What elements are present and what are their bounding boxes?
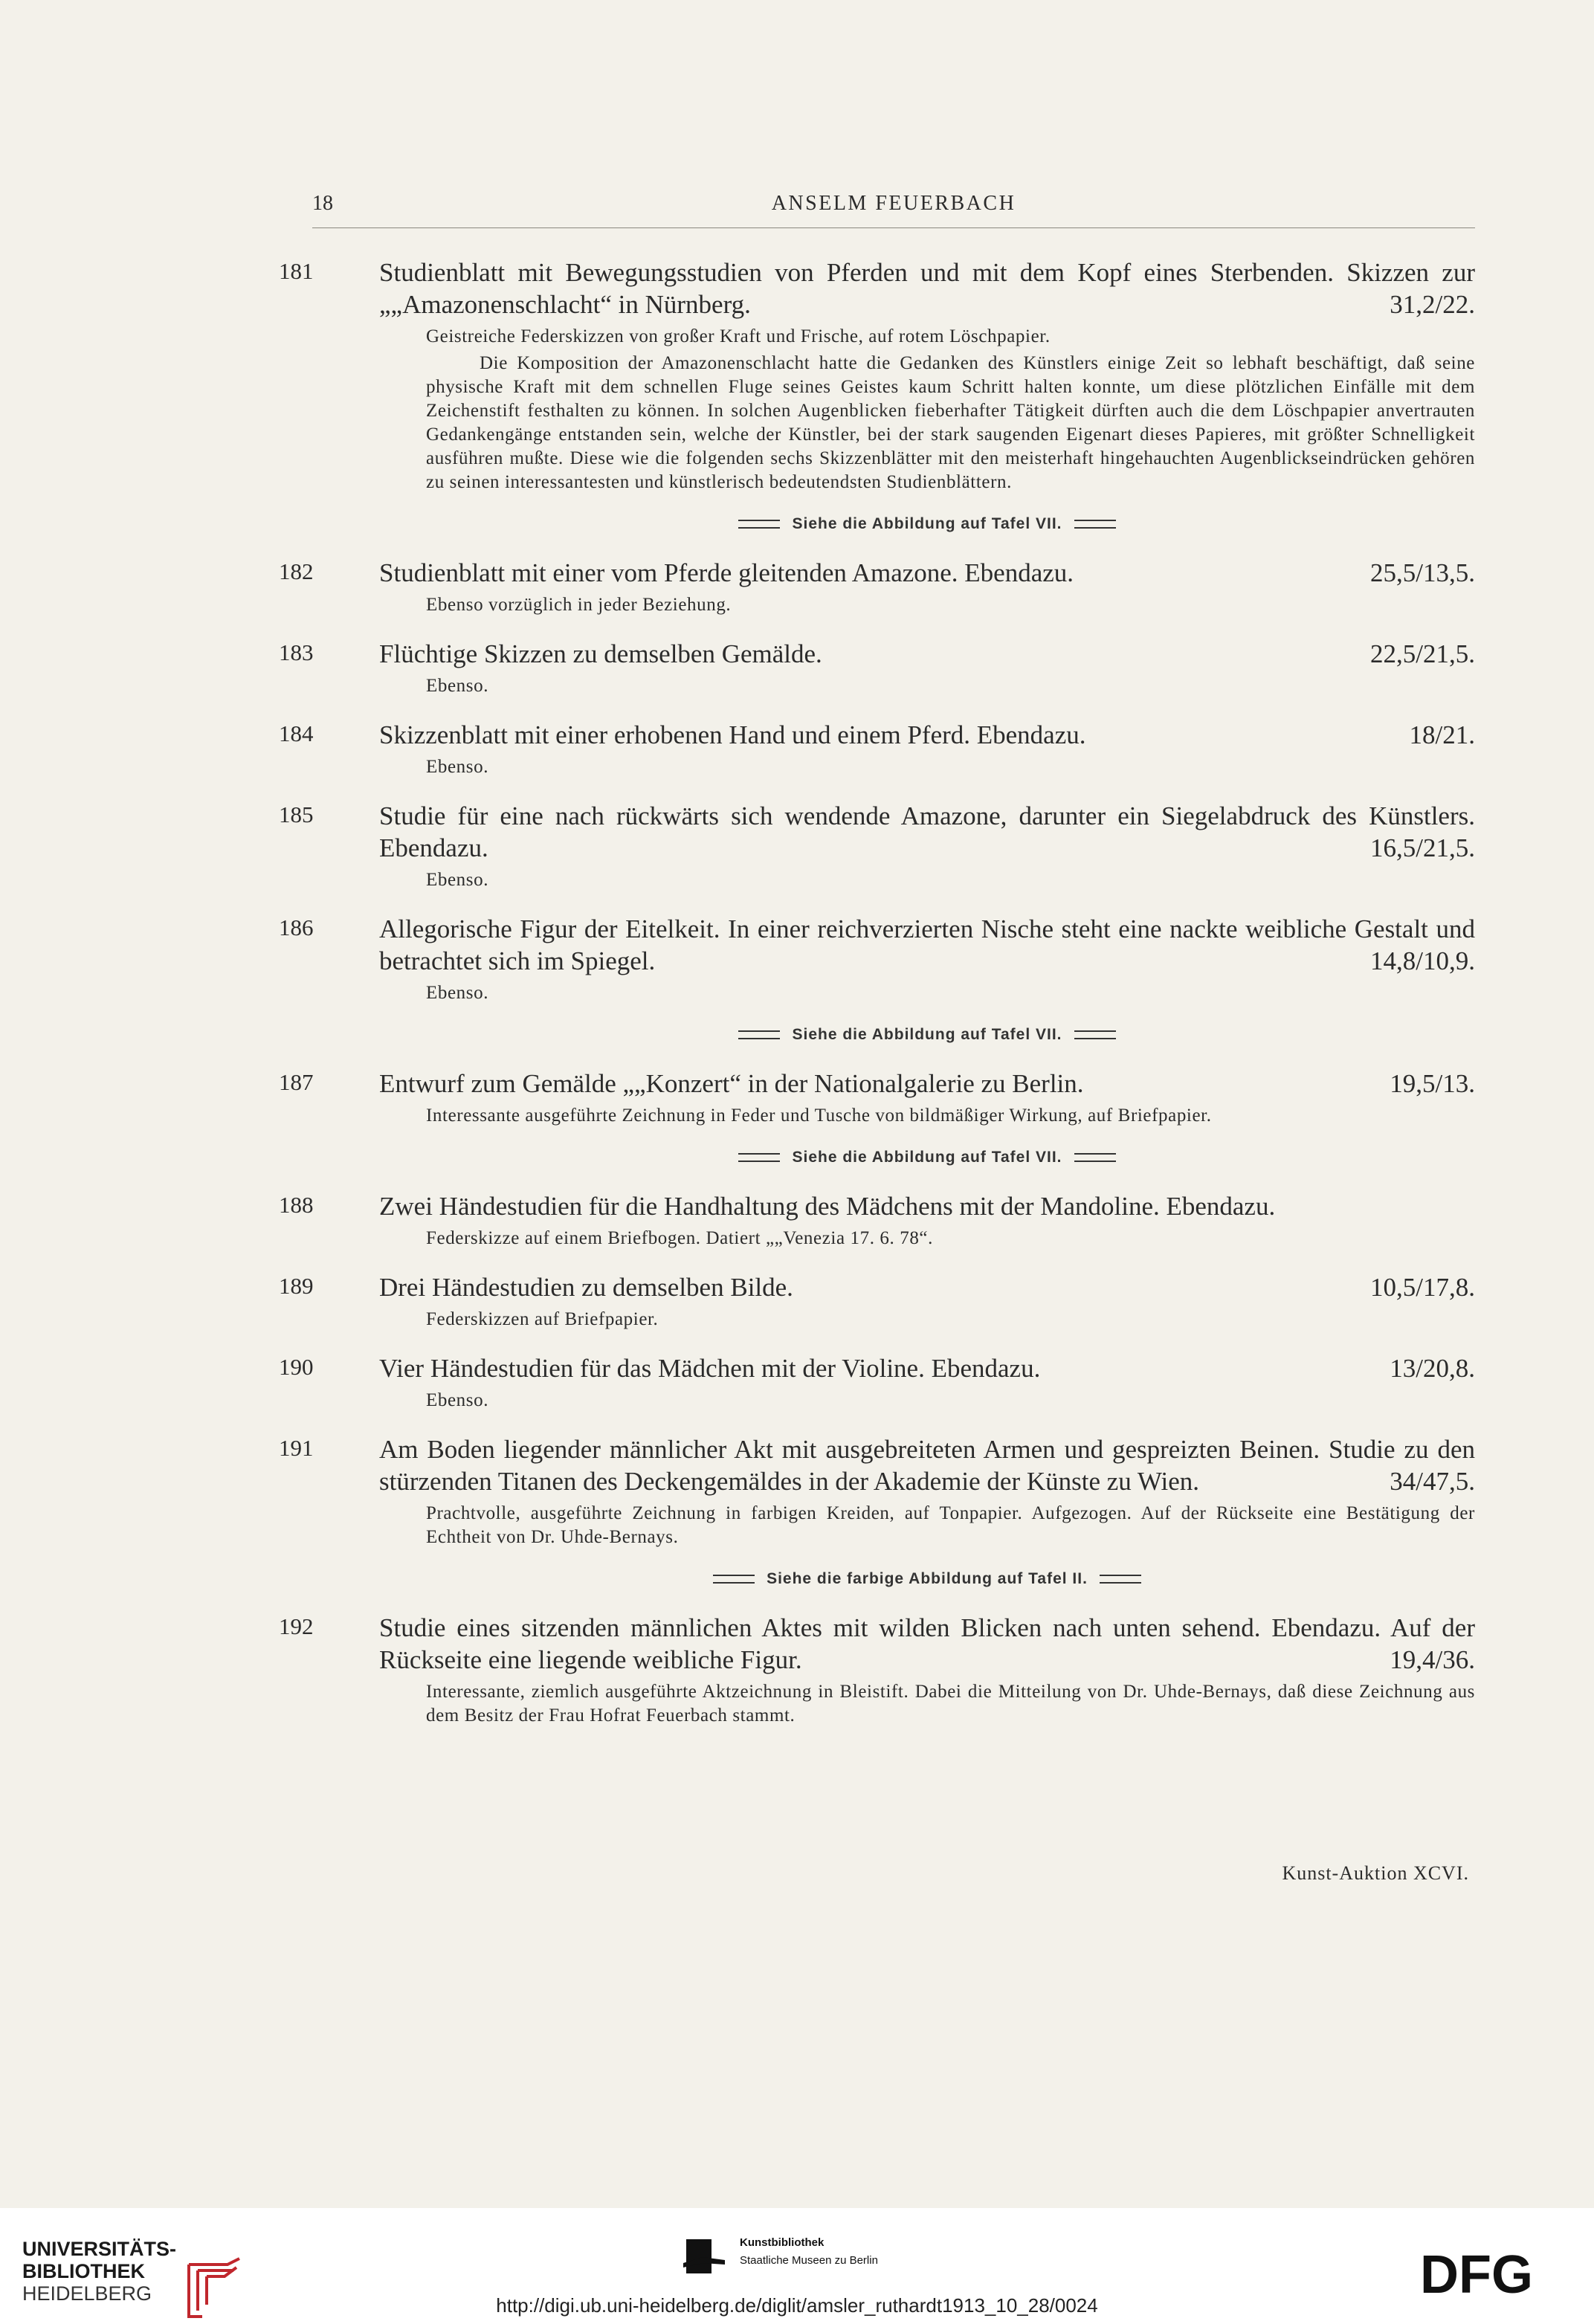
lot-number: 188: [279, 1192, 314, 1218]
lot-dimensions: 19,5/13.: [1390, 1069, 1475, 1098]
lot-number: 190: [279, 1354, 314, 1380]
lot-number: 186: [279, 914, 314, 940]
lot-title-text: Entwurf zum Gemälde „„Konzert“ in der Nationalgalerie zu Berlin.: [379, 1069, 1084, 1098]
lot-dimensions: 13/20,8.: [1390, 1354, 1475, 1383]
lot-number: 183: [279, 639, 314, 665]
double-rule-icon: [1074, 520, 1116, 529]
lot-note: Ebenso.: [426, 983, 489, 1003]
plate-text: Siehe die farbige Abbildung auf Tafel II.: [767, 1570, 1088, 1587]
double-rule-icon: [738, 1030, 780, 1039]
lot-dimensions: 31,2/22.: [1390, 290, 1475, 319]
running-title: ANSELM FEUERBACH: [771, 192, 1016, 215]
plate-reference: [279, 1026, 1475, 1044]
lot-title: [379, 1433, 1475, 1497]
lot-title: [379, 1612, 1475, 1676]
lot-dimensions: 22,5/21,5.: [1370, 639, 1475, 668]
lot-title-text: Studie eines sitzenden männlichen Aktes mit wilden Blicken nach unten sehend. Ebendazu. Auf der Rückseite eine liegende weibliche Figur.: [379, 1613, 1475, 1674]
catalog-entry: [279, 800, 1475, 892]
kunstbibliothek-mark-icon: [680, 2235, 728, 2276]
catalog-entry: [279, 1190, 1475, 1250]
lot-dimensions: 16,5/21,5.: [1370, 833, 1475, 862]
lot-title: [379, 557, 1475, 589]
page-number: 18: [312, 192, 333, 215]
catalog-entries: [279, 256, 1475, 1749]
lot-number: 187: [279, 1069, 314, 1095]
lot-number: 192: [279, 1613, 314, 1639]
lot-note: Ebenso.: [426, 676, 489, 696]
lot-title-text: Studienblatt mit einer vom Pferde gleitenden Amazone. Ebendazu.: [379, 558, 1074, 587]
lot-note: Ebenso.: [426, 1390, 489, 1410]
double-rule-icon: [713, 1575, 755, 1584]
library-footer-bar: [0, 2208, 1594, 2324]
lot-title: [379, 913, 1475, 977]
catalog-signature: Kunst-Auktion XCVI.: [1282, 1862, 1469, 1884]
catalog-entry: [279, 1271, 1475, 1332]
lot-dimensions: 19,4/36.: [1390, 1645, 1475, 1674]
catalog-entry: [279, 719, 1475, 779]
catalog-entry: [279, 1433, 1475, 1549]
lot-note: Ebenso.: [426, 757, 489, 777]
lot-title: [379, 719, 1475, 751]
kb-subtitle: Staatliche Museen zu Berlin: [740, 2254, 878, 2267]
plate-reference: [279, 1149, 1475, 1166]
plate-text: Siehe die Abbildung auf Tafel VII.: [792, 1149, 1062, 1166]
plate-reference: [279, 515, 1475, 533]
plate-reference: [279, 1570, 1475, 1588]
catalog-entry: [279, 256, 1475, 494]
double-rule-icon: [1074, 1153, 1116, 1162]
lot-note: Federskizzen auf Briefpapier.: [426, 1309, 659, 1329]
catalog-entry: [279, 1352, 1475, 1413]
lot-dimensions: 10,5/17,8.: [1370, 1273, 1475, 1302]
catalog-entry: [279, 1068, 1475, 1128]
catalog-entry: [279, 1612, 1475, 1728]
lot-title-text: Flüchtige Skizzen zu demselben Gemälde.: [379, 639, 822, 668]
lot-title: [379, 1068, 1475, 1100]
lot-title: [379, 638, 1475, 670]
lot-note: Ebenso.: [426, 870, 489, 890]
catalog-entry: [279, 638, 1475, 698]
lot-commentary: Die Komposition der Amazonenschlacht hatte die Gedanken des Künstlers einige Zeit so lebhaft beschäftigt, daß seine physische Kraft mit dem schnellen Fluge seines Geistes kaum Schritt halten konnte, um diese plötzlichen Einfälle mit dem Zeichenstift festhalten zu können. In solchen Augenblicken fieberhafter Tätigkeit dürften auch die dem Löschpapier anvertrauten Gedankengänge entstanden sein, welche der Künstler, bei der stark saugenden Eigenart dieses Papieres, mit größter Schnelligkeit ausführen mußte. Diese wie die folgenden sechs Skizzenblätter mit den meisterhaft hingehauchten Augenblickseindrücken gehören zu seinen interessantesten und künstlerisch bedeutendsten Studienblättern.: [426, 353, 1475, 492]
logo-line: HEIDELBERG: [22, 2282, 152, 2305]
dfg-text: DFG: [1420, 2248, 1533, 2300]
lot-number: 181: [279, 258, 314, 284]
lot-note: Prachtvolle, ausgeführte Zeichnung in farbigen Kreiden, auf Tonpapier. Aufgezogen. Auf der Rückseite eine Bestätigung der Echtheit von Dr. Uhde-Bernays.: [426, 1503, 1475, 1547]
lot-title: [379, 800, 1475, 864]
double-rule-icon: [738, 520, 780, 529]
lot-number: 184: [279, 720, 314, 746]
lot-note: Interessante, ziemlich ausgeführte Aktzeichnung in Bleistift. Dabei die Mitteilung von Dr. Uhde-Bernays, daß diese Zeichnung aus dem Besitz der Frau Hofrat Feuerbach stammt.: [426, 1682, 1475, 1726]
lot-title-text: Vier Händestudien für das Mädchen mit der Violine. Ebendazu.: [379, 1354, 1041, 1383]
logo-line: UNIVERSITÄTS-: [22, 2238, 177, 2260]
permalink-url[interactable]: http://digi.ub.uni-heidelberg.de/diglit/amsler_ruthardt1913_10_28/0024: [496, 2294, 1098, 2317]
lot-note: Federskizze auf einem Briefbogen. Datiert „„Venezia 17. 6. 78“.: [426, 1228, 933, 1248]
logo-line: BIBLIOTHEK: [22, 2260, 145, 2282]
lot-note: Ebenso vorzüglich in jeder Beziehung.: [426, 595, 732, 615]
lot-title: [379, 1271, 1475, 1303]
lot-title-text: Am Boden liegender männlicher Akt mit ausgebreiteten Armen und gespreizten Beinen. Studie zu den stürzenden Titanen des Deckengemäldes in der Akademie der Künste zu Wien.: [379, 1435, 1475, 1496]
double-rule-icon: [738, 1153, 780, 1162]
lot-title-text: Allegorische Figur der Eitelkeit. In einer reichverzierten Nische steht eine nackte weibliche Gestalt und betrachtet sich im Spiegel.: [379, 914, 1475, 975]
lot-dimensions: 34/47,5.: [1390, 1467, 1475, 1496]
lot-dimensions: 25,5/13,5.: [1370, 558, 1475, 587]
double-rule-icon: [1074, 1030, 1116, 1039]
lot-title: [379, 1352, 1475, 1384]
lot-title-text: Zwei Händestudien für die Handhaltung des Mädchens mit der Mandoline. Ebendazu.: [379, 1192, 1276, 1221]
lot-title-text: Studie für eine nach rückwärts sich wendende Amazone, darunter ein Siegelabdruck des Künstlers. Ebendazu.: [379, 801, 1475, 862]
lot-dimensions: 18/21.: [1409, 720, 1475, 749]
lot-number: 189: [279, 1273, 314, 1299]
lot-title: [379, 256, 1475, 320]
double-rule-icon: [1100, 1575, 1141, 1584]
lot-number: 182: [279, 558, 314, 584]
lot-number: 185: [279, 801, 314, 827]
catalog-entry: [279, 913, 1475, 1005]
dfg-logo[interactable]: [1420, 2248, 1569, 2300]
plate-text: Siehe die Abbildung auf Tafel VII.: [792, 515, 1062, 532]
running-head: [312, 192, 1475, 228]
lot-title: [379, 1190, 1475, 1222]
lot-number: 191: [279, 1435, 314, 1461]
lot-title-text: Studienblatt mit Bewegungsstudien von Pferden und mit dem Kopf eines Sterbenden. Skizzen zur „„Amazonenschlacht“ in Nürnberg.: [379, 258, 1475, 319]
lot-title-text: Drei Händestudien zu demselben Bilde.: [379, 1273, 793, 1302]
lot-title-text: Skizzenblatt mit einer erhobenen Hand und einem Pferd. Ebendazu.: [379, 720, 1086, 749]
plate-text: Siehe die Abbildung auf Tafel VII.: [792, 1026, 1062, 1043]
lot-note: Geistreiche Federskizzen von großer Kraft und Frische, auf rotem Löschpapier.: [426, 326, 1051, 346]
lot-dimensions: 14,8/10,9.: [1370, 946, 1475, 975]
catalog-entry: [279, 557, 1475, 617]
kb-name: Kunstbibliothek: [740, 2236, 825, 2249]
lot-note: Interessante ausgeführte Zeichnung in Feder und Tusche von bildmäßiger Wirkung, auf Briefpapier.: [426, 1105, 1212, 1126]
